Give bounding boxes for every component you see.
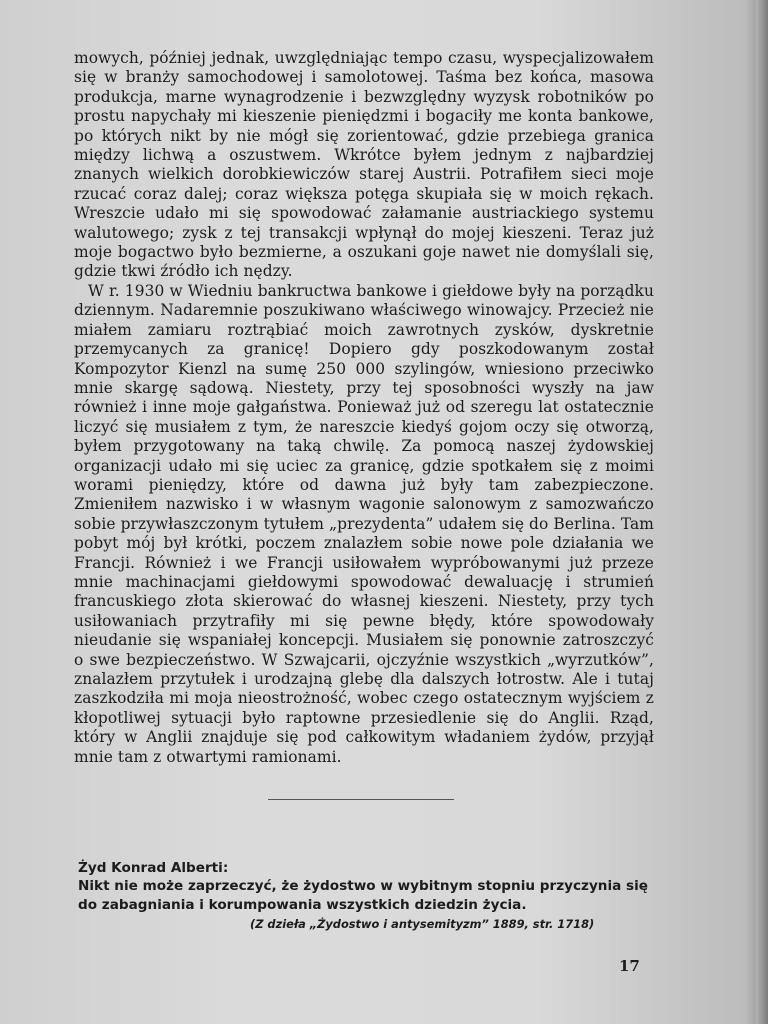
paragraph-2: W r. 1930 w Wiedniu bankructwa bankowe i giełdowe były na porządku dziennym. Nadaremnie poszukiwano właściwego winowajcy. Przecież nie miałem zamiaru roztrąbiać moich zawrotnych zysków, dyskretnie przemycanych za granicę! Dopiero gdy poszkodowanym został Kompozytor Kienzl na sumę 250 000 szylingów, wniesiono przeciwko mnie skargę sądową. Niestety, przy tej sposobności wyszły na jaw również i inne moje gałgaństwa. Ponieważ już od szeregu lat ostatecznie liczyć się musiałem z tym, że nareszcie kiedyś gojom oczy się otworzą, byłem przygotowany na taką chwilę. Za pomocą naszej żydowskiej organizacji udało mi się uciec za granicę, gdzie spotkałem się z moimi worami pieniędzy, które od dawna już były tam zabezpieczone. Zmieniłem nazwisko i w własnym wagonie salonowym z samozwańczo sobie przywłaszczonym tytułem „prezydenta” udałem się do Berlina. Tam pobyt mój był krótki, poczem znalazłem sobie nowe pole działania we Francji. Również i we Francji usiłowałem wypróbowanymi już przeze mnie machinacjami giełdowymi spowodować dewaluację i strumień francuskiego złota skierować do własnej kieszeni. Niestety, przy tych usiłowaniach przytrafiły mi się pewne błędy, które spowodowały nieudanie się wspaniałej koncepcji. Musiałem się ponownie zatroszczyć o swe bezpieczeństwo. W Szwajcarii, ojczyźnie wszystkich „wyrzutków”, znalazłem przytułek i urodzajną glebę dla dalszych łotrostw. Ale i tutaj zaszkodziła mi moja nieostrożność, wobec czego ostatecznym wyjściem z kłopotliwej sytuacji było raptowne przesiedlenie się do Anglii. Rząd, który w Anglii znajduje się pod całkowitym władaniem żydów, przyjął mnie tam z otwartymi ramionami. <box>74 281 654 766</box>
quote-author: Żyd Konrad Alberti: <box>78 860 229 876</box>
paragraph-1: mowych, później jednak, uwzględniając tempo czasu, wyspecjalizowałem się w branży samochodowej i samolotowej. Taśma bez końca, masowa produkcja, marne wynagrodzenie i bezwzględny wyzysk robotników po prostu napychały mi kieszenie pieniędzmi i bogaciły me konta bankowe, po których nikt by nie mógł się zorientować, gdzie przebiega granica między lichwą a oszustwem. Wkrótce byłem jednym z najbardziej znanych wielkich dorobkiewiczów starej Austrii. Potrafiłem sieci moje rzucać coraz dalej; coraz większa potęga skupiała się w moich rękach. Wreszcie udało mi się spowodować załamanie austriackiego systemu walutowego; zysk z tej transakcji wpłynął do mojej kieszeni. Teraz już moje bogactwo było bezmierne, a oszukani goje nawet nie domyślali się, gdzie tkwi źródło ich nędzy. <box>74 49 654 281</box>
body-text <box>74 49 654 767</box>
page-edge-shadow <box>756 0 768 1024</box>
quote-text: Nikt nie może zaprzeczyć, że żydostwo w wybitnym stopniu przyczynia się do zabagniania i korumpowania wszystkich dziedzin życia. <box>78 878 649 913</box>
page-number: 17 <box>619 957 640 975</box>
quote-block <box>78 859 656 914</box>
quote-citation: (Z dzieła „Żydostwo i antysemityzm” 1889, str. 1718) <box>250 917 595 931</box>
section-divider <box>268 799 454 800</box>
